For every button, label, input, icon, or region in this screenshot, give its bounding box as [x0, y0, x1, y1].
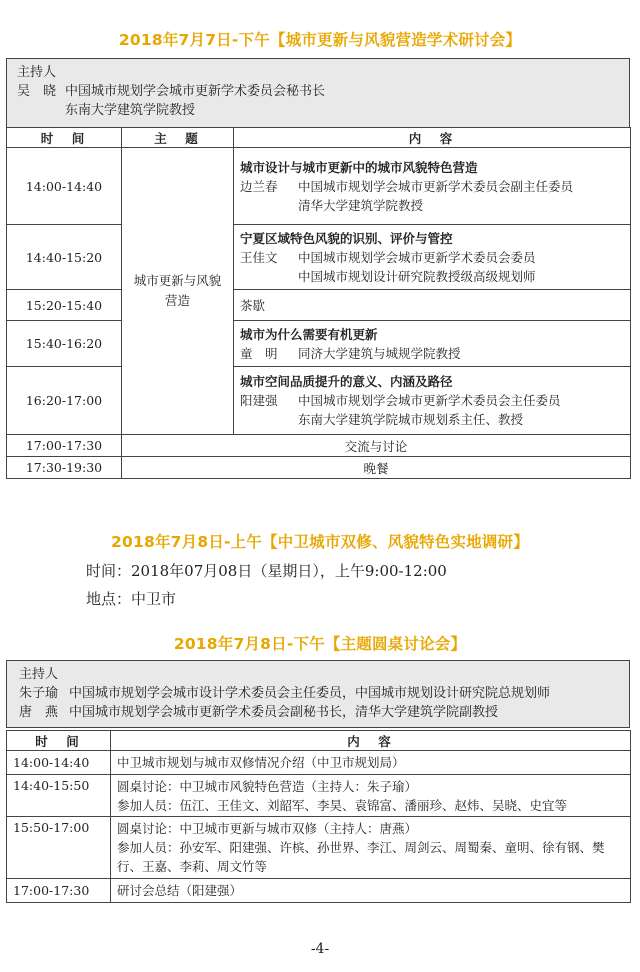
host-role: 东南大学建筑学院教授	[65, 103, 196, 118]
table-row	[7, 367, 631, 435]
header-time: 时 间	[7, 128, 122, 148]
speaker-role: 中国城市规划设计研究院教授级高级规划师	[298, 268, 536, 284]
visit-place: 地点：中卫市	[86, 590, 177, 608]
page-number: -4-	[310, 941, 330, 957]
host-name: 吴 晓	[17, 84, 57, 99]
time-cell: 17:30-19:30	[7, 457, 122, 479]
time-cell: 16:20-17:00	[7, 367, 122, 435]
host-role: 中国城市规划学会城市更新学术委员会秘书长	[65, 84, 326, 99]
host-name: 朱子瑜	[19, 686, 59, 701]
host-role: 中国城市规划学会城市设计学术委员会主任委员，中国城市规划设计研究院总规划师	[69, 686, 551, 701]
table-row	[7, 435, 631, 457]
content-cell: 晚餐	[122, 457, 631, 479]
section1-title: 2018年7月7日-下午【城市更新与风貌营造学术研讨会】	[118, 31, 522, 49]
speaker-role: 东南大学建筑学院城市规划系主任、教授	[298, 412, 524, 427]
time-cell: 14:00-14:40	[7, 751, 111, 775]
table-row	[7, 457, 631, 479]
speaker-role: 清华大学建筑学院教授	[298, 197, 424, 213]
section3-title: 2018年7月8日-下午【主题圆桌讨论会】	[173, 635, 467, 653]
header-content: 内 容	[111, 731, 631, 751]
visit-time: 时间：2018年07月08日（星期日），上午9:00-12:00	[86, 562, 447, 580]
talk-title: 城市为什么需要有机更新	[240, 326, 378, 342]
section2-title: 2018年7月8日-上午【中卫城市双修、风貌特色实地调研】	[111, 533, 529, 551]
time-cell: 14:00-14:40	[7, 148, 122, 225]
speaker-name: 阳建强	[240, 393, 278, 408]
section3-schedule-table	[6, 730, 631, 903]
speaker-role: 中国城市规划学会城市更新学术委员会主任委员	[298, 393, 561, 408]
section1-schedule-table	[6, 127, 631, 479]
header-content: 内 容	[234, 128, 631, 148]
speaker-role: 中国城市规划学会城市更新学术委员会委员	[298, 249, 536, 265]
talk-title: 城市空间品质提升的意义、内涵及路径	[240, 374, 453, 389]
time-cell: 15:50-17:00	[7, 817, 111, 879]
table-row	[7, 775, 631, 817]
header-theme: 主 题	[122, 128, 234, 148]
content-cell: 中卫城市规划与城市双修情况介绍（中卫市规划局）	[111, 751, 631, 775]
speaker-name: 王佳文	[240, 249, 278, 265]
speaker-role: 中国城市规划学会城市更新学术委员会副主任委员	[298, 178, 574, 194]
time-cell: 14:40-15:20	[7, 225, 122, 290]
content-line: 圆桌讨论：中卫城市更新与城市双修（主持人：唐燕）	[117, 821, 418, 836]
content-line: 圆桌讨论：中卫城市风貌特色营造（主持人：朱子瑜）	[117, 778, 418, 794]
table-row	[7, 225, 631, 290]
table-row	[7, 817, 631, 879]
content-cell	[234, 367, 631, 435]
table-row	[7, 321, 631, 367]
host-role: 中国城市规划学会城市更新学术委员会副秘书长，清华大学建筑学院副教授	[69, 705, 499, 720]
content-line: 参加人员：孙安军、阳建强、许槟、孙世界、李江、周剑云、周蜀秦、童明、徐有钢、樊行、王嘉、李莉、周文竹等	[117, 840, 605, 874]
content-cell	[111, 817, 631, 879]
host-label: 主持人	[17, 65, 57, 80]
table-row	[7, 751, 631, 775]
table-row	[7, 148, 631, 225]
header-time: 时 间	[7, 731, 111, 751]
speaker-role: 同济大学建筑与城规学院教授	[298, 345, 461, 361]
speaker-name: 童 明	[240, 345, 278, 361]
content-cell	[234, 321, 631, 367]
content-line: 参加人员：伍江、王佳文、刘韶军、李昊、袁锦富、潘丽珍、赵炜、吴晓、史宜等	[117, 797, 568, 813]
talk-title: 宁夏区域特色风貌的识别、评价与管控	[240, 230, 453, 246]
content-cell: 茶歇	[234, 290, 631, 321]
speaker-name: 边兰春	[240, 178, 278, 194]
talk-title: 城市设计与城市更新中的城市风貌特色营造	[240, 159, 478, 175]
content-cell: 研讨会总结（阳建强）	[111, 879, 631, 903]
theme-cell: 城市更新与风貌营造	[122, 148, 234, 435]
time-cell: 17:00-17:30	[7, 879, 111, 903]
content-cell	[234, 225, 631, 290]
host-label: 主持人	[19, 667, 59, 682]
time-cell: 15:20-15:40	[7, 290, 122, 321]
time-cell: 17:00-17:30	[7, 435, 122, 457]
content-cell	[234, 148, 631, 225]
table-row	[7, 879, 631, 903]
time-cell: 15:40-16:20	[7, 321, 122, 367]
content-cell: 交流与讨论	[122, 435, 631, 457]
section1-host-box	[6, 58, 630, 128]
content-cell	[111, 775, 631, 817]
section3-host-box	[6, 660, 630, 728]
host-name: 唐 燕	[19, 705, 59, 720]
table-row	[7, 290, 631, 321]
time-cell: 14:40-15:50	[7, 775, 111, 817]
